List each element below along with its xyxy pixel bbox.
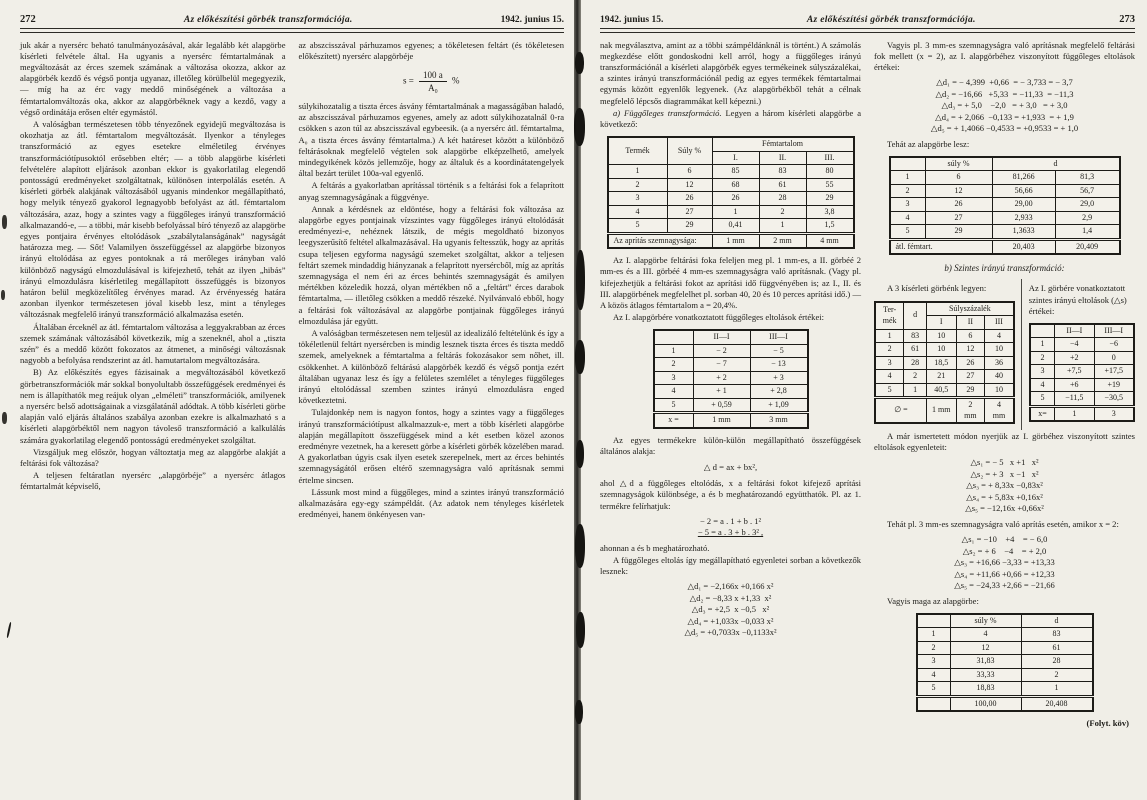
- body-paragraph: juk akár a nyersérc beható tanulmányozásával, akár legalább két alapgörbe kísérleti felvétele által. Ha ugyanis a nyersérc fémtartalmának a megváltozását az érces szemek számának a változása okozza, akkor az alapgörbék kezdő és végső pontja ugyanaz, illetőleg körülbelül megegyezik, — míg ha az érc vagy meddő minőségének a változása a fémtartalomváltozás oka, akkor az alapgörbéknek vagy a kezdő, vagy a végső ordinátája erősen eltér egymástól.: [20, 39, 286, 117]
- horizontal-section-columns: [874, 279, 1135, 430]
- col-header-weight-percent: Súlyszázalék: [926, 302, 1013, 316]
- col-header-III-I: III—I: [1094, 324, 1134, 338]
- body-paragraph: Tehát az alapgörbe lesz:: [887, 138, 970, 149]
- scan-artifact: [2, 215, 7, 229]
- evaluated-horizontal-shifts: △s₁ = −10 +4 = − 6,0 △s₂ = + 6 −4 = + 2,0 △s₃ = +16,66 −3,33 = +13,33 △s₄ = +11,66 +0,66 = +12,33 △s₅ = −24,33 +2,66 = −21,66: [954, 534, 1055, 591]
- section-heading-a-lead: a) Függőleges transzformáció.: [613, 107, 722, 118]
- body-paragraph: súlykihozatalig a tiszta érces ásvány fémtartalmának a magasságában haladó, az abszcisszával párhuzamos egyenes, amely az adott súlykihozatalnál 0-ra csökken s azon túl az abszcisszával egybeesik. (a a nyersérc átl. fémtartalma, A₀ a tiszta érces ásvány fémtartalma.) A két határeset között a különböző feltárásoknak megfelelő végtelen sok alapgörbe elképzelhető, amelyek mindegyikének közös jellemzője, hogy az általuk és a koordinátatengelyek által bezárt terület 100a-val egyenlő.: [298, 100, 564, 179]
- sub-intro: Az I. görbére vonatkoztatott szintes irányú eltolások (△s) értékei:: [1028, 283, 1127, 316]
- table-body: 1 4 83 2 12 61 3 31,83 28 4 33,33 2 5 18,83 1: [917, 628, 1093, 697]
- col-header-II-I: II—I: [1055, 324, 1094, 338]
- right-page-column-2: [874, 40, 1135, 729]
- vertical-shifts-table: [653, 329, 809, 429]
- horizontal-shifts-table: [1029, 323, 1135, 423]
- body-paragraph: Vagyis pl. 3 mm-es szemnagyságra való aprításnak megfelelő feltárási fok mellett (x = 2), az I. alapgörbéhez viszonyított függőleges eltolások értékei:: [874, 39, 1135, 72]
- header-rule: [20, 28, 564, 33]
- col-header-III: III: [985, 316, 1014, 330]
- col-header-II-I: II—I: [693, 330, 750, 344]
- page-number: 272: [20, 14, 36, 25]
- col-header-weight: súly %: [950, 614, 1021, 628]
- evaluated-vertical-shifts: △d₁ = − 4,399 +0,66 = − 3,733 = − 3,7 △d₂ = −16,66 +5,33 = −11,33 = −11,3 △d₃ = + 5,0 −2,0 = + 3,0 = + 3,0 △d₄ = + 2,066 −0,133 = +1,933 = + 1,9 △d₅ = + 1,4066 −0,4533 = +0,9533 = + 1,0: [930, 77, 1079, 134]
- body-paragraph: Az egyes termékekre külön-külön megállapítható összefüggések általános alakja:: [600, 434, 861, 457]
- body-paragraph: Vagyis maga az alapgörbe:: [887, 595, 979, 606]
- header-rule: [600, 28, 1135, 33]
- body-paragraph: Az I. alapgörbére vonatkoztatott függőleges eltolások értékei:: [613, 312, 824, 323]
- body-paragraph: Az I. alapgörbe feltárási foka feleljen meg pl. 1 mm-es, a II. görbéé 2 mm-es és a III. görbéé 4 mm-es szemnagyságra való aprításnak. (Vagy pl. kifejezhetjük a feltárási fokot az aprítási idő függvényében is; az I., II. és III. alapgörbének megfelelhet pl. sorban 40, 20 és 10 perces aprítási idő.) — A közös átlagos fémtartalom a = 20,4%.: [600, 255, 861, 310]
- col-header-weight: súly %: [925, 157, 992, 171]
- table-body: 1 6 85 83 80 2 12 68 61 55 3 26 26 28 29 4 27 1 2 3,8 5 29 0,41 1 1,5: [608, 165, 854, 234]
- article-title: Az előkészítési görbék transzformációja.: [183, 15, 353, 25]
- formula-lhs: s =: [402, 75, 414, 86]
- body-paragraph: A valóságban természetesen több tényezőnek egyidejű megváltozása is okozhatja az átl. fémtartalom megváltozását. Ilyenkor a tényleges transzformáció az egyes esetekre elméletileg érvényes transzformációtípusoktól erősebben eltér; — a több alapgörbe kísérleti felvételére alapított eljárások azonban ekkor is gyakorlatilag elegendő pontosságú eredményeket szolgáltatnak, különösen interpolálás esetén. A kísérleti görbék alakjának változásából ugyanis mindenkor megállapítható, hogy melyik tényező gyakorol legnagyobb befolyást az átl. fémtartalom változására, azaz, hogy a szintes vagy a függőleges irányú transzformáció alkalmazandó-e, — a többi, már kisebb befolyással bíró tényező az alapgörbe egyes pontjaira érvényes eltolódások „szabálytalanságának” nagyságát határozza meg. — Sőt! Valamilyen összefüggéssel az alapgörbe bizonyos irányú eltolódása az egyes pontoknak a rá merőleges irányban való különböző nagyságú elmozdulásával is kifejezhető, tehát az ilyen „hibás” irányú elmozdulásra kísérletileg megállapított összefüggés is bizonyos határon belül megközelítőleg érvényes marad. Az érvényesség határa azonban ilyenkor természetesen jóval kisebb lesz, mint a tényleges változásnak megfelelő irányú transzformáció alkalmazása esetén.: [20, 118, 286, 320]
- table-body: 1 − 2 − 5 2 − 7 − 13 3 + 2 + 3 4 + 1 + 2,8 5 + 0,59 + 1,09: [654, 344, 808, 413]
- right-page-column-1: [600, 40, 861, 729]
- scan-artifact: [2, 412, 7, 424]
- table-footer: Az aprítás szemnagysága: 1 mm 2 mm 4 mm: [608, 233, 854, 248]
- delta-d-general-formula: △ d = ax + bx²,: [703, 462, 758, 473]
- body-paragraph: az abszcisszával párhuzamos egyenes; a tökéletesen feltárt (és tökéletesen előkészített) nyersérc alapgörbéje: [298, 39, 564, 61]
- formula-fraction: [419, 70, 447, 93]
- horizontal-right-subcolumn: [1021, 279, 1135, 430]
- body-paragraph: ahol △d a függőleges eltolódás, x a feltárási fokot kifejező aprítási szemnagyságok különbsége, a és b meghatározandó együtthatók. Pl. az 1. termékre felírhatjuk:: [600, 478, 861, 511]
- table-footer: átl. fémtart. 20,403 20,409: [890, 239, 1120, 254]
- col-header-blank: [1030, 324, 1055, 338]
- table-footer: ∅ = 1 mm 2 mm 4 mm: [875, 398, 1014, 424]
- table-body: 1 6 81,266 81,3 2 12 56,66 56,7 3 26 29,00 29,0 4 27 2,933 2,9 5 29 1,3633 1,4: [890, 171, 1120, 240]
- table-footer: x = 1 mm 3 mm: [654, 413, 808, 428]
- body-paragraph: Tehát pl. 3 mm-es szemnagyságra való aprítás esetén, amikor x = 2:: [887, 518, 1119, 529]
- body-paragraph: Lássunk most mind a függőleges, mind a szintes irányú transzformáció alkalmazására egy-egy számpéldát. (Az adatok nem tényleges kísérletek eredményei, hanem önkényesen van-: [298, 486, 564, 520]
- formula-unit: %: [452, 75, 460, 86]
- scan-artifact: [575, 340, 585, 374]
- table-body: 1 −4 −6 2 +2 0 3 +7,5 +17,5 4 +6 +19 5 −11,5 −30,5: [1030, 338, 1134, 407]
- section-heading-a: [600, 108, 861, 130]
- col-header-metal-content: Fémtartalom: [712, 137, 854, 151]
- final-base-curve-table: [916, 613, 1094, 713]
- col-header-d: d: [1021, 614, 1093, 628]
- scan-artifact: [1, 290, 5, 300]
- col-header-III-I: III—I: [750, 330, 808, 344]
- article-title: Az előkészítési görbék transzformációja.: [806, 15, 976, 25]
- col-header-product: Ter-mék: [875, 302, 904, 330]
- page-header: [600, 14, 1135, 25]
- scan-artifact: [576, 612, 585, 648]
- body-paragraph: ahonnan a és b meghatározható.: [600, 542, 710, 553]
- body-paragraph: B) Az előkészítés egyes fázisainak a megváltozásából következő görbetranszformációk már sokkal bonyolultabb összefüggések eredményei és nem is állapíthatók meg reájuk olyan „elméleti” transzformációk, amilyenek a nyersérc belső adottságainak a vizsgálatánál adódtak. A több kísérleti görbe alapján való eljárás általános szabálya azonban ezekre is alkalmazható s a kísérleti alapgörbéktől nem nagyon távoleső transzformáció a kalkulálás számára gyakorlatilag elegendő pontosságú eredményeket szolgáltat.: [20, 367, 286, 445]
- scan-artifact: [576, 440, 584, 468]
- vertical-shift-equations: △d₁ = −2,166x +0,166 x² △d₂ = −8,33 x +1,33 x² △d₃ = +2,5 x −0,5 x² △d₄ = +1,033x −0,033 x² △d₅ = +0,7033x −0,1133x²: [684, 581, 777, 638]
- issue-date: 1942. junius 15.: [500, 15, 564, 25]
- page-header: [20, 14, 564, 25]
- section-heading-a-rest: Legyen a három kísérleti alapgörbe a következő:: [600, 107, 861, 129]
- body-paragraph: A valóságban természetesen nem teljesül az idealizáló feltételünk és így a tökéletlenül feltárt nyersércben is mindig lesznek tiszta érces és tiszta meddő szemek, amelyeknek a fémtartalma a feltárás fokozásakor sem nőhet, ill. csökkenhet. A különböző feltárású alapgörbék kezdő és végső pontja ezért általában ugyanaz lesz és így a felületes szemlélet a tényleges függőleges irányú eltolódással szemben szintes irányú elmozdulásra enged következtetni.: [298, 327, 564, 406]
- scan-artifact: [575, 700, 583, 724]
- scan-artifact: [575, 524, 585, 568]
- col-header-blank: [654, 330, 694, 344]
- weight-percent-table: [874, 301, 1015, 425]
- ore-curve-formula: [299, 70, 565, 93]
- body-paragraph: Tulajdonkép nem is nagyon fontos, hogy a szintes vagy a függőleges irányú transzformációtípust alkalmazzuk-e, mert a több kísérleti alapgörbe alapján megállapított összefüggések mind a két esetben közel azonos eredményre vezetnek, ha a keresett görbe a kísérleti görbék közelében marad. A gyakorlatban úgyis csak ilyen esetek szerepelnek, mert az érces behintés szemnagyságától erősen eltérő szemnagyságra való aprításnak semmi értelme sincsen.: [298, 407, 564, 485]
- left-page-column-1: [20, 40, 286, 521]
- fraction-numerator: 100 a: [419, 70, 447, 82]
- sub-intro: A 3 kísérleti görbénk legyen:: [887, 283, 987, 294]
- experimental-curves-table: [607, 136, 855, 249]
- col-header-II: II: [956, 316, 985, 330]
- body-paragraph: Általában érceknél az átl. fémtartalom változása a leggyakrabban az érces szemek számának változásából következik, míg a szeneknél, ahol a „tiszta szén” és a meddő között fokozatos az átmenet, a minőségi változásnak nagyobb a befolyása rendszerint az átl. hamutartalom megváltozására.: [20, 321, 286, 366]
- page-273: [574, 0, 1147, 800]
- body-paragraph: nak megválasztva, amint az a többi számpéldánknál is történt.) A számolás megkezdése előtt gondoskodni kell arról, hogy a függőleges irányú transzformációnál a kísérleti alapgörbék egyes termékeinek súlyszázalékai, a szintes irányú transzformációnál pedig az egyes termékek fémtartalmai egymás között egyenlők legyenek. (Az alapgörbékből tehát a célnak megfelelő lépcsős diagrammákat kell képezni.): [600, 39, 861, 106]
- transformed-curve-table: [889, 156, 1121, 256]
- continuation-note: (Folyt. köv): [1086, 718, 1129, 729]
- scan-artifact: [574, 108, 585, 146]
- col-header-weight: Súly %: [667, 137, 712, 165]
- body-paragraph: A függőleges eltolás így megállapítható egyenletei sorban a következők lesznek:: [600, 555, 861, 577]
- issue-date: 1942. junius 15.: [600, 15, 664, 25]
- body-paragraph: Vizsgáljuk meg először, hogyan változtatja meg az alapgörbe alakját a feltárási fok változása?: [20, 446, 286, 469]
- col-header-blank: [917, 614, 951, 628]
- col-header-product: Termék: [608, 137, 668, 165]
- page-number: 273: [1119, 14, 1135, 25]
- horizontal-left-subcolumn: [874, 279, 1021, 430]
- scan-artifact: [576, 250, 585, 310]
- body-paragraph: Annak a kérdésnek az eldöntése, hogy a feltárási fok változása az alapgörbe egyes pontjainak vízszintes vagy függőleges irányú eltolódását eredményezi-e, nehéznek látszik, de mégis megoldható bizonyos leegyszerűsítő feltétel alkalmazásával. Ha ugyanis feltesszük, hogy az aprítás csupa teljesen egyforma nagyságú szemeket szolgáltat, akkor a teljesen feltárt szemek mindaddig hiányzanak a felaprított nyersércből, míg az aprítás szemnagysága el nem éri az érces behintés szemnagyságát és amilyen mértékben közeledik hozzá, olyan mértékben nő a „feltárt” érces darabok fémtartalma, — illetőleg csökken a meddő részeké. Nyilvánvaló ebből, hogy a feltárási fok változásával az alapgörbe pontjainak függőleges irányú elmozdulása jár együtt.: [298, 203, 564, 326]
- body-paragraph: A teljesen feltáratlan nyersérc „alapgörbéje” a nyersérc átlagos fémtartalmát képviselő,: [20, 470, 286, 492]
- fraction-denominator: A₀: [428, 82, 438, 93]
- body-paragraph: A már ismertetett módon nyerjük az I. görbéhez viszonyított szintes eltolások egyenleteit:: [874, 431, 1135, 453]
- table-footer: 100,00 20,408: [917, 696, 1093, 711]
- table-body: 1 83 10 6 4 2 61 10 12 10 3 28 18,5 26 36 4 2 21 27 40 5 1 40,5 29 10: [875, 329, 1014, 398]
- body-paragraph: A feltárás a gyakorlatban aprítással történik s a feltárási fok a felaprított anyag szemnagyságának a függvénye.: [298, 180, 564, 202]
- table-footer: x= 1 3: [1030, 406, 1134, 421]
- col-header-II: II.: [759, 151, 806, 165]
- coefficient-equations: − 2 = a . 1 + b . 1² − 5 = a . 3 + b . 3² ,: [697, 515, 764, 538]
- left-page-column-2: [299, 40, 565, 521]
- col-header-d: d: [992, 157, 1120, 171]
- col-header-I: I.: [712, 151, 759, 165]
- col-header-blank: [890, 157, 926, 171]
- col-header-I: I: [926, 316, 956, 330]
- col-header-d: d: [904, 302, 927, 330]
- scan-artifact: [575, 52, 584, 74]
- section-heading-b: b) Szintes irányú transzformáció:: [944, 263, 1065, 274]
- horizontal-shift-equations: △s₁ = − 5 x +1 x² △s₂ = + 3 x −1 x² △s₃ = + 8,33x −0,83x² △s₄ = + 5,83x +0,16x² △s₅ = −12,16x +0,66x²: [965, 457, 1044, 514]
- col-header-III: III.: [806, 151, 854, 165]
